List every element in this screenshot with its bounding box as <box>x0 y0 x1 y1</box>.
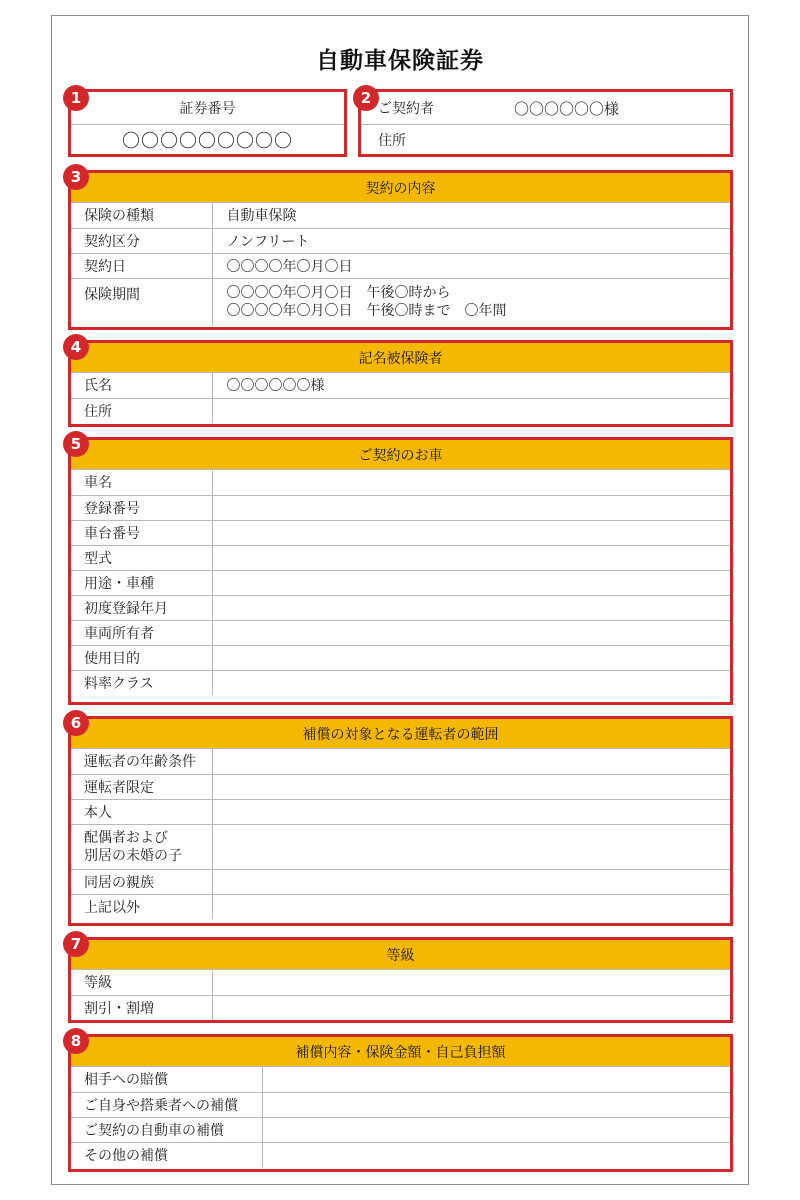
row-label: 上記以外 <box>71 894 212 919</box>
table-row <box>71 278 730 326</box>
period-end: 〇〇〇〇年〇月〇日 午後〇時まで 〇年間 <box>226 303 507 320</box>
table-row <box>71 253 730 278</box>
section-marker-6: 6 <box>63 710 89 736</box>
row-value <box>212 799 730 824</box>
row-value <box>212 749 730 774</box>
policy-number-label: 証券番号 <box>71 92 344 125</box>
table-row <box>71 545 730 570</box>
row-value <box>212 894 730 919</box>
table-row <box>71 645 730 670</box>
section-marker-8: 8 <box>63 1028 89 1054</box>
row-label: 型式 <box>71 545 212 570</box>
table-row <box>71 570 730 595</box>
coverage-table <box>71 1067 730 1167</box>
named-insured-heading: 記名被保険者 <box>71 343 730 373</box>
row-value <box>212 570 730 595</box>
contractor-address-label: 住所 <box>378 133 406 149</box>
row-label: ご自身や搭乗者への補償 <box>71 1092 262 1117</box>
row-value <box>212 595 730 620</box>
row-value <box>212 869 730 894</box>
row-value: 〇〇〇〇年〇月〇日 <box>212 253 730 278</box>
table-row <box>71 774 730 799</box>
row-value <box>212 520 730 545</box>
row-value <box>212 398 730 423</box>
row-label: 契約区分 <box>71 228 212 253</box>
named-insured-table <box>71 373 730 423</box>
row-value <box>212 645 730 670</box>
row-label <box>71 824 212 869</box>
driver-scope-box <box>68 716 733 926</box>
row-value <box>212 278 730 326</box>
section-marker-7: 7 <box>63 931 89 957</box>
policy-number-value: 〇〇〇〇〇〇〇〇〇 <box>122 131 293 152</box>
row-label: 登録番号 <box>71 495 212 520</box>
contract-details-table <box>71 203 730 326</box>
table-row <box>71 749 730 774</box>
row-value <box>212 824 730 869</box>
row-label: 車台番号 <box>71 520 212 545</box>
table-row <box>71 595 730 620</box>
grade-table <box>71 970 730 1020</box>
coverage-heading: 補償内容・保険金額・自己負担額 <box>71 1037 730 1067</box>
row-label: 割引・割増 <box>71 995 212 1020</box>
row-label: 運転者の年齢条件 <box>71 749 212 774</box>
row-value <box>212 774 730 799</box>
row-value <box>262 1142 730 1167</box>
contract-details-heading: 契約の内容 <box>71 173 730 203</box>
policy-number-box <box>68 89 347 157</box>
row-label: ご契約の自動車の補償 <box>71 1117 262 1142</box>
row-value <box>262 1067 730 1092</box>
row-label: 使用目的 <box>71 645 212 670</box>
contractor-box <box>358 89 733 157</box>
section-marker-3: 3 <box>63 164 89 190</box>
document-title: 自動車保険証券 <box>316 48 484 74</box>
table-row <box>71 620 730 645</box>
table-row <box>71 894 730 919</box>
table-row <box>71 824 730 869</box>
insured-car-table <box>71 470 730 695</box>
spouse-label-line1: 配偶者および <box>84 829 168 846</box>
table-row <box>71 995 730 1020</box>
section-marker-4: 4 <box>63 334 89 360</box>
row-label: 車名 <box>71 470 212 495</box>
spouse-label-line2: 別居の未婚の子 <box>84 847 182 864</box>
row-label: 用途・車種 <box>71 570 212 595</box>
row-value <box>212 995 730 1020</box>
row-value <box>212 545 730 570</box>
table-row <box>71 1142 730 1167</box>
row-value <box>212 470 730 495</box>
row-value <box>212 970 730 995</box>
grade-box <box>68 937 733 1023</box>
row-value <box>262 1092 730 1117</box>
period-start: 〇〇〇〇年〇月〇日 午後〇時から <box>226 285 451 302</box>
table-row <box>71 970 730 995</box>
row-value: ノンフリート <box>212 228 730 253</box>
table-row <box>71 520 730 545</box>
row-value <box>212 495 730 520</box>
table-row <box>71 1117 730 1142</box>
row-label: その他の補償 <box>71 1142 262 1167</box>
row-label: 契約日 <box>71 253 212 278</box>
table-row <box>71 470 730 495</box>
row-value <box>212 620 730 645</box>
table-row <box>71 869 730 894</box>
table-row <box>71 799 730 824</box>
row-label: 料率クラス <box>71 670 212 695</box>
row-label: 相手への賠償 <box>71 1067 262 1092</box>
table-row <box>71 495 730 520</box>
row-label: 車両所有者 <box>71 620 212 645</box>
row-value <box>212 670 730 695</box>
row-label: 本人 <box>71 799 212 824</box>
driver-scope-heading: 補償の対象となる運転者の範囲 <box>71 719 730 749</box>
driver-scope-table <box>71 749 730 919</box>
section-marker-2: 2 <box>353 85 379 111</box>
coverage-box <box>68 1034 733 1172</box>
contractor-name: 〇〇〇〇〇〇様 <box>514 99 620 118</box>
row-value: 〇〇〇〇〇〇様 <box>226 378 325 395</box>
row-label: 氏名 <box>71 373 212 398</box>
contract-details-box <box>68 170 733 330</box>
row-label: 等級 <box>71 970 212 995</box>
insured-car-heading: ご契約のお車 <box>71 440 730 470</box>
row-label: 保険の種類 <box>71 203 212 228</box>
grade-heading: 等級 <box>71 940 730 970</box>
row-value: 自動車保険 <box>226 208 297 225</box>
row-label: 同居の親族 <box>71 869 212 894</box>
insured-car-box <box>68 437 733 705</box>
table-row <box>71 203 730 228</box>
row-label: 初度登録年月 <box>71 595 212 620</box>
table-row <box>71 373 730 398</box>
table-row <box>71 1067 730 1092</box>
table-row <box>71 670 730 695</box>
contractor-label: ご契約者 <box>378 101 434 117</box>
row-value <box>262 1117 730 1142</box>
row-label: 運転者限定 <box>71 774 212 799</box>
section-marker-5: 5 <box>63 431 89 457</box>
section-marker-1: 1 <box>63 85 89 111</box>
table-row <box>71 228 730 253</box>
row-label: 保険期間 <box>71 278 212 326</box>
table-row <box>71 398 730 423</box>
table-row <box>71 1092 730 1117</box>
row-label: 住所 <box>71 398 212 423</box>
named-insured-box <box>68 340 733 427</box>
